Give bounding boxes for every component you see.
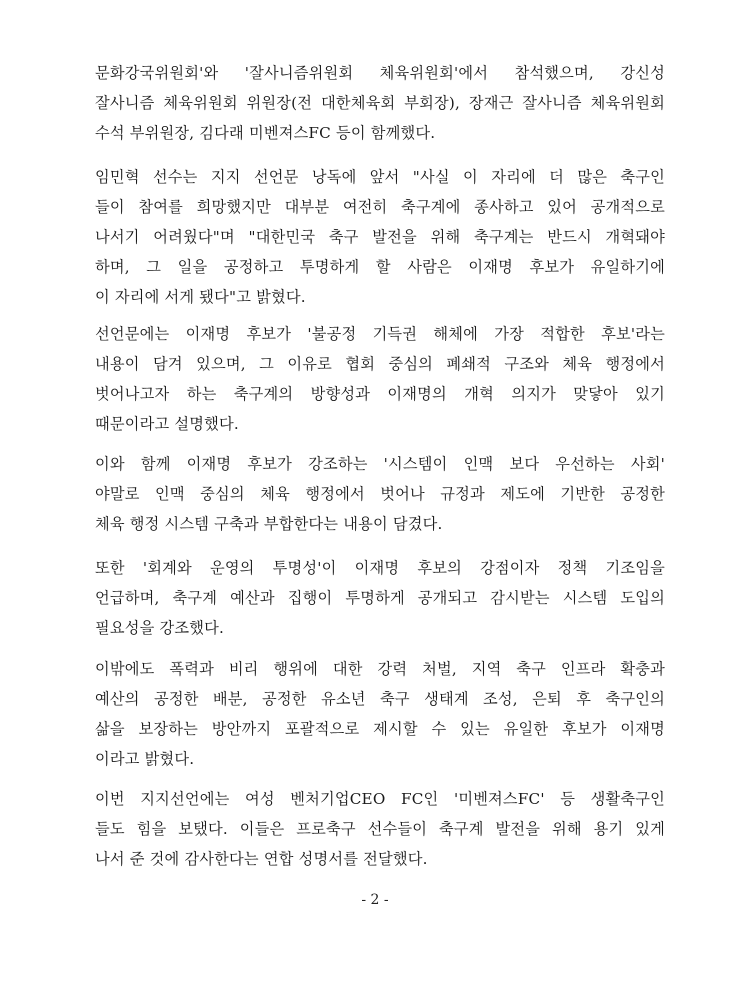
paragraph-3 (95, 319, 665, 439)
text-line: 야말로 인맥 중심의 체육 행정에서 벗어나 규정과 제도에 기반한 공정한 (95, 485, 665, 503)
paragraph-7 (95, 784, 665, 874)
paragraph-5 (95, 553, 665, 643)
text-line: 내용이 담겨 있으며, 그 이유로 협회 중심의 폐쇄적 구조와 체육 행정에서 (95, 355, 665, 373)
text-line: 이라고 밝혔다. (95, 750, 195, 768)
text-line: 들도 힘을 보탰다. 이들은 프로축구 선수들이 축구계 발전을 위해 용기 있게 (95, 820, 665, 838)
text-line: 이 자리에 서게 됐다"고 밝혔다. (95, 288, 306, 306)
text-line: 벗어나고자 하는 축구계의 방향성과 이재명의 개혁 의지가 맞닿아 있기 (95, 385, 665, 403)
paragraph-1 (95, 58, 665, 148)
page-number: - 2 - (361, 892, 389, 908)
text-line: 문화강국위원회'와 '잘사니즘위원회 체육위원회'에서 참석했으며, 강신성 (95, 64, 665, 82)
text-line: 잘사니즘 체육위원회 위원장(전 대한체육회 부회장), 장재근 잘사니즘 체육위원회 (95, 94, 666, 112)
text-line: 또한 '회계와 운영의 투명성'이 이재명 후보의 강점이자 정책 기조임을 (95, 559, 665, 577)
text-line: 체육 행정 시스템 구축과 부합한다는 내용이 담겼다. (95, 515, 443, 533)
text-line: 선언문에는 이재명 후보가 '불공정 기득권 해체에 가장 적합한 후보'라는 (95, 325, 665, 343)
paragraph-2 (95, 162, 665, 312)
text-line: 나서기 어려웠다"며 "대한민국 축구 발전을 위해 축구계는 반드시 개혁돼야 (95, 228, 665, 246)
text-line: 나서 준 것에 감사한다는 연합 성명서를 전달했다. (95, 850, 428, 868)
text-line: 이와 함께 이재명 후보가 강조하는 '시스템이 인맥 보다 우선하는 사회' (95, 455, 665, 473)
text-line: 수석 부위원장, 김다래 미벤져스FC 등이 함께했다. (95, 124, 436, 142)
text-line: 때문이라고 설명했다. (95, 415, 239, 433)
text-line: 이밖에도 폭력과 비리 행위에 대한 강력 처벌, 지역 축구 인프라 확충과 (95, 660, 665, 678)
text-line: 이번 지지선언에는 여성 벤처기업CEO FC인 '미벤져스FC' 등 생활축구인 (95, 790, 665, 808)
paragraph-6 (95, 654, 665, 774)
text-line: 삶을 보장하는 방안까지 포괄적으로 제시할 수 있는 유일한 후보가 이재명 (95, 720, 665, 738)
text-line: 임민혁 선수는 지지 선언문 낭독에 앞서 "사실 이 자리에 더 많은 축구인 (95, 168, 665, 186)
text-line: 언급하며, 축구계 예산과 집행이 투명하게 공개되고 감시받는 시스템 도입의 (95, 589, 665, 607)
text-line: 예산의 공정한 배분, 공정한 유소년 축구 생태계 조성, 은퇴 후 축구인의 (95, 690, 665, 708)
text-line: 하며, 그 일을 공정하고 투명하게 할 사람은 이재명 후보가 유일하기에 (95, 258, 665, 276)
text-line: 들이 참여를 희망했지만 대부분 여전히 축구계에 종사하고 있어 공개적으로 (95, 198, 665, 216)
paragraph-4 (95, 449, 665, 539)
text-line: 필요성을 강조했다. (95, 619, 225, 637)
